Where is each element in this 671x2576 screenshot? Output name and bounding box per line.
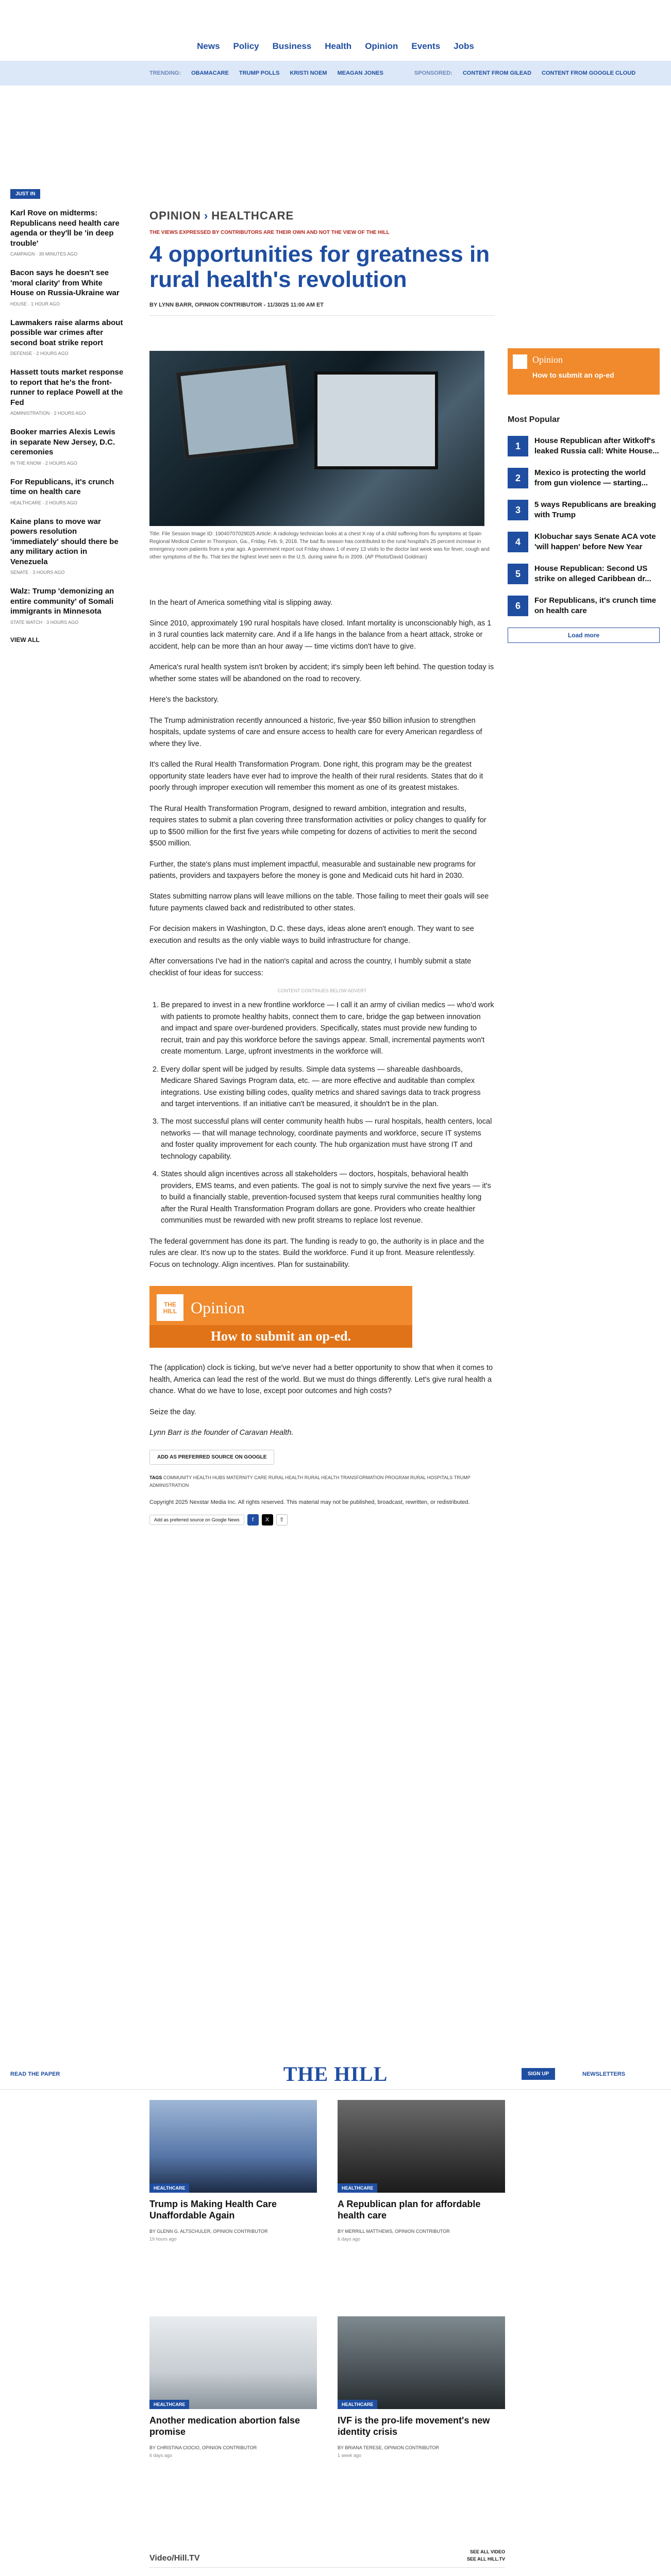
rank-badge: 5	[508, 564, 528, 584]
tags-label: TAGS	[149, 1475, 162, 1481]
sponsored-item[interactable]: CONTENT FROM GOOGLE CLOUD	[542, 70, 636, 76]
popular-title[interactable]: Mexico is protecting the world from gun violence — starting...	[534, 468, 648, 487]
list-item: 1. Be prepared to invest in a new frontline workforce — I call it an army of civilian medics — who'd work with patients to promote healthy habits, connect them to care, bridge the gap between innovation and impact and spare over-burdened providers. Specifically, states must provide new funding to recruit, train and pay this workforce before the savings appear. Small, incremental payments won't create momentum. Large, upfront investments in the workforce will.	[161, 999, 495, 1057]
rank-badge: 3	[508, 500, 528, 520]
just-in-sidebar	[10, 189, 124, 643]
popular-item[interactable]	[508, 564, 660, 584]
op-ed-promo[interactable]	[508, 348, 660, 395]
sidebar-story[interactable]	[10, 427, 124, 466]
sidebar-story[interactable]	[10, 367, 124, 416]
xray-screen-graphic	[314, 371, 438, 469]
promo-cta[interactable]: How to submit an op-ed	[532, 371, 614, 379]
x-icon[interactable]: X	[262, 1514, 273, 1526]
sidebar-story-meta: SENATE · 3 HOURS AGO	[10, 570, 65, 575]
popular-item[interactable]	[508, 532, 660, 552]
card-date: 1 week ago	[338, 2452, 362, 2458]
chevron-right-icon: ›	[204, 209, 209, 222]
nav-opinion[interactable]: Opinion	[365, 41, 398, 51]
sidebar-story-title[interactable]: Booker marries Alexis Lewis in separate New Jersey, D.C. ceremonies	[10, 428, 115, 456]
sidebar-story-title[interactable]: Walz: Trump 'demonizing an entire community' of Somali immigrants in Minnesota	[10, 587, 114, 616]
popular-title[interactable]: For Republicans, it's crunch time on health care	[534, 596, 657, 615]
nav-jobs[interactable]: Jobs	[454, 41, 474, 51]
sidebar-story-meta: HEALTHCARE · 2 HOURS AGO	[10, 500, 77, 505]
card-image	[149, 2100, 317, 2193]
facebook-icon[interactable]: f	[247, 1514, 259, 1526]
video-heading: Video/Hill.TV	[149, 2553, 200, 2563]
tags	[149, 1474, 495, 1489]
sidebar-story-title[interactable]: For Republicans, it's crunch time on health care	[10, 477, 114, 496]
checklist	[161, 999, 495, 1226]
sponsored-label: SPONSORED:	[414, 70, 452, 76]
popular-item[interactable]	[508, 468, 660, 488]
author-bio: Lynn Barr is the founder of Caravan Health.	[149, 1428, 294, 1437]
article-body	[149, 597, 495, 1439]
sponsored-item[interactable]: CONTENT FROM GILEAD	[462, 70, 532, 76]
list-item: 2. Every dollar spent will be judged by results. Simple data systems — shareable dashboards, Medicare Shared Savings Program data, etc. — are more effective and auditable than complex integrations. Use existing billing codes, quality metrics and shared savings data to track progress and target interventions. If an initiative can't be measured, it shouldn't be in the plan.	[161, 1064, 495, 1110]
related-card[interactable]	[338, 2316, 505, 2458]
nav-health[interactable]: Health	[325, 41, 352, 51]
see-all-hilltv[interactable]: SEE ALL HILL.TV	[466, 2556, 505, 2562]
sidebar-story[interactable]	[10, 477, 124, 505]
share-icon[interactable]: ⇪	[276, 1514, 288, 1526]
sidebar-story[interactable]	[10, 208, 124, 257]
share-bar	[149, 1514, 495, 1526]
popular-item[interactable]	[508, 596, 660, 616]
paragraph: In the heart of America something vital is slipping away.	[149, 598, 333, 607]
the-hill-logo: THE HILL	[157, 1294, 183, 1321]
card-byline: BY BRIANA TERESE, OPINION CONTRIBUTOR	[338, 2445, 440, 2451]
nav-events[interactable]: Events	[411, 41, 441, 51]
paragraph: The Rural Health Transformation Program, designed to reward ambition, integration and results, requires states to submit a plan covering three transformation activities or policy changes to qualify for up to $500 million for the first five years while competing for dozens of activities to merit the second $500 million.	[149, 804, 487, 848]
sign-up-button[interactable]: SIGN UP	[522, 2068, 555, 2080]
related-card[interactable]	[149, 2100, 317, 2242]
card-tag: HEALTHCARE	[149, 2400, 189, 2409]
card-byline: BY MERRILL MATTHEWS, OPINION CONTRIBUTOR	[338, 2229, 450, 2234]
sidebar-story[interactable]	[10, 586, 124, 625]
load-more-button[interactable]: Load more	[508, 628, 660, 643]
sidebar-story-meta: ADMINISTRATION · 2 HOURS AGO	[10, 411, 86, 416]
top-nav	[0, 0, 671, 61]
paragraph: After conversations I've had in the nation's capital and across the country, I humbly submit a state checklist of four ideas for success:	[149, 957, 472, 977]
article	[149, 209, 495, 1526]
footer-brand-bar	[0, 2059, 671, 2090]
sidebar-story-meta: HOUSE · 1 HOUR AGO	[10, 301, 60, 307]
promo-opinion-label: Opinion	[532, 354, 563, 365]
sidebar-story[interactable]	[10, 268, 124, 307]
paragraph: For decision makers in Washington, D.C. these days, ideas alone aren't enough. They want to see execution and results as the only viable ways to build infrastructure for change.	[149, 925, 474, 945]
banner-cta[interactable]: How to submit an op-ed.	[149, 1325, 412, 1348]
sidebar-story-meta: STATE WATCH · 3 HOURS AGO	[10, 619, 79, 625]
sidebar-story-title[interactable]: Hassett touts market response to report that he's the front-runner to replace Powell at the Fed	[10, 368, 124, 407]
sidebar-story[interactable]	[10, 517, 124, 575]
card-title[interactable]: Trump is Making Health Care Unaffordable Again	[149, 2199, 277, 2221]
list-item: 4. States should align incentives across all stakeholders — doctors, hospitals, behavioral health providers, EMS teams, and even patients. The goal is not to simply survive the next five years — it's to build a financially stable, prevention-focused system that keeps rural communities healthy long after the Rural Health Transformation Program dollars are gone. Providers who create healthier communities must be rewarded with new profit streams to replace lost revenue.	[161, 1168, 495, 1226]
hero-image	[149, 351, 484, 526]
card-title[interactable]: IVF is the pro-life movement's new identity crisis	[338, 2415, 490, 2437]
video-header	[149, 2548, 505, 2568]
trending-item[interactable]: KRISTI NOEM	[290, 70, 327, 76]
paragraph: Here's the backstory.	[149, 696, 219, 704]
view-all-link[interactable]: VIEW ALL	[10, 636, 40, 643]
banner-opinion-label: Opinion	[191, 1298, 245, 1317]
card-date: 6 days ago	[149, 2452, 173, 2458]
nav-news[interactable]: News	[197, 41, 220, 51]
trending-label: TRENDING:	[149, 70, 181, 76]
card-image	[338, 2100, 505, 2193]
sidebar-story-meta: DEFENSE · 2 HOURS AGO	[10, 351, 69, 356]
sidebar-story[interactable]	[10, 318, 124, 357]
just-in-badge: JUST IN	[10, 189, 40, 199]
the-hill-logo	[513, 354, 527, 369]
rank-badge: 1	[508, 436, 528, 456]
nav-business[interactable]: Business	[272, 41, 312, 51]
trending-item[interactable]: MEAGAN JONES	[337, 70, 383, 76]
card-title[interactable]: Another medication abortion false promise	[149, 2415, 300, 2437]
card-tag: HEALTHCARE	[338, 2183, 377, 2193]
popular-item[interactable]	[508, 436, 660, 456]
breadcrumb-opinion[interactable]: OPINION	[149, 209, 201, 222]
paragraph: America's rural health system isn't broken by accident; it's simply been left behind. The question today is whether some states will be abandoned on the road to recovery.	[149, 663, 494, 683]
sidebar-story-title[interactable]: Karl Rove on midterms: Republicans need health care agenda or they'll be 'in deep trouble'	[10, 209, 120, 248]
the-hill-logo[interactable]: THE HILL	[283, 2062, 388, 2086]
trending-bar	[0, 61, 671, 86]
op-ed-banner[interactable]	[149, 1286, 412, 1348]
paragraph: It's called the Rural Health Transformation Program. Done right, this program may be the greatest opportunity state leaders have ever had to improve the health of their rural residents. States that do it poorly through improper execution will remember this moment as one of its greatest mistakes.	[149, 760, 483, 792]
rank-badge: 4	[508, 532, 528, 552]
paragraph: Further, the state's plans must implement impactful, measurable and sustainable new programs for patients, providers and taxpayers before the money is gone and Medicaid cuts hit hard in 2030.	[149, 860, 476, 880]
sidebar-story-title[interactable]: Lawmakers raise alarms about possible war crimes after second boat strike report	[10, 318, 123, 347]
card-date: 6 days ago	[338, 2236, 361, 2242]
nav-policy[interactable]: Policy	[233, 41, 259, 51]
sidebar-story-title[interactable]: Bacon says he doesn't see 'moral clarity' from White House on Russia-Ukraine war	[10, 268, 120, 297]
trending-item[interactable]: TRUMP POLLS	[239, 70, 280, 76]
popular-title[interactable]: House Republican after Witkoff's leaked Russia call: White House...	[534, 436, 659, 455]
related-card[interactable]	[338, 2100, 505, 2242]
card-byline: BY CHRISTINA CIOCIO, OPINION CONTRIBUTOR	[149, 2445, 257, 2451]
divider	[149, 315, 495, 316]
card-date: 19 hours ago	[149, 2236, 177, 2242]
page-title: 4 opportunities for greatness in rural health's revolution	[149, 242, 490, 293]
paragraph: Seize the day.	[149, 1408, 196, 1416]
tag-list[interactable]: COMMUNITY HEALTH HUBS MATERNITY CARE RURAL HEALTH RURAL HEALTH TRANSFORMATION PROGRAM RURAL HOSPITALS TRUMP ADMINISTRATION	[149, 1475, 471, 1488]
preferred-source-button[interactable]: ADD AS PREFERRED SOURCE ON GOOGLE	[149, 1450, 274, 1465]
paragraph: The (application) clock is ticking, but we've never had a better opportunity to show that when it comes to health, America can lead the rest of the world. But we must do things differently. Let's give rural health a chance. What do we have to lose, except poor outcomes and high costs?	[149, 1364, 493, 1396]
breadcrumb-healthcare[interactable]: HEALTHCARE	[211, 209, 294, 222]
paragraph: The Trump administration recently announced a historic, five-year $50 billion infusion to strengthen hospitals, update systems of care and ensure access to health care for every American regardless of where they live.	[149, 716, 482, 748]
card-tag: HEALTHCARE	[149, 2183, 189, 2193]
card-title[interactable]: A Republican plan for affordable health care	[338, 2199, 481, 2221]
image-caption: Title: File Session Image ID: 19040707029025 Article: A radiology technician looks at a chest X-ray of a child suffering from flu symptoms at Spain Regional Medical Center in Thompson, Ga., Friday, Feb. 9, 2018. The bad flu season has contributed to the rural hospital's 25 percent increase in emergency room patients from a year ago. A government report out Friday shows 1 of every 13 visits to the doctor last week was for fever, cough and other symptoms of the flu. That ties the highest level seen in the U.S. during swine flu in 2009. (AP Photo/David Goldman)	[149, 531, 490, 560]
card-tag: HEALTHCARE	[338, 2400, 377, 2409]
sidebar-story-title[interactable]: Kaine plans to move war powers resolution 'immediately' should there be any military action in Venezuela	[10, 517, 119, 566]
see-all-video[interactable]: SEE ALL VIDEO	[469, 2549, 505, 2554]
ad-label: CONTENT CONTINUES BELOW ADVERT	[277, 988, 367, 994]
list-item: 3. The most successful plans will center community health hubs — rural hospitals, health centers, local networks — that will manage technology, coordinate payments and workforce, secure IT systems and foster quality improvement for each county. The hub organization must have strong IT and technology capability.	[161, 1116, 495, 1162]
most-popular-heading: Most Popular	[508, 415, 560, 424]
google-news-button[interactable]: Add as preferred source on Google News	[149, 1515, 244, 1525]
see-all-video-links[interactable]	[467, 2548, 505, 2563]
paragraph: Since 2010, approximately 190 rural hospitals have closed. Infant mortality is unconscionably high, as 1 in 3 rural counties lack maternity care. And if a life hangs in the balance from a heart attack, stroke or accident, help can be more than an hour away — time victims don't have to give.	[149, 619, 492, 651]
card-image	[149, 2316, 317, 2409]
xray-monitor-graphic	[176, 360, 298, 459]
video-section	[149, 2548, 505, 2576]
read-the-paper-link[interactable]: READ THE PAPER	[10, 2071, 60, 2077]
paragraph: The federal government has done its part. The funding is ready to go, the authority is in place and the rules are clear. It's now up to the states. Build the workforce. Fund it up front. Measure relentlessly. Focus on technology. Align incentives. Plan for sustainability.	[149, 1237, 484, 1269]
card-image	[338, 2316, 505, 2409]
sidebar-story-meta: IN THE KNOW · 2 HOURS AGO	[10, 460, 77, 466]
byline: BY LYNN BARR, OPINION CONTRIBUTOR - 11/30/25 11:00 AM ET	[149, 301, 324, 308]
right-rail	[508, 348, 660, 643]
newsletters-link[interactable]: NEWSLETTERS	[582, 2071, 626, 2077]
contributor-disclaimer: THE VIEWS EXPRESSED BY CONTRIBUTORS ARE THEIR OWN AND NOT THE VIEW OF THE HILL	[149, 230, 390, 235]
card-byline: BY GLENN G. ALTSCHULER, OPINION CONTRIBUTOR	[149, 2229, 268, 2234]
trending-item[interactable]: OBAMACARE	[191, 70, 229, 76]
rank-badge: 6	[508, 596, 528, 616]
popular-item[interactable]	[508, 500, 660, 520]
rank-badge: 2	[508, 468, 528, 488]
sidebar-story-meta: CAMPAIGN · 39 MINUTES AGO	[10, 251, 78, 257]
copyright: Copyright 2025 Nexstar Media Inc. All rights reserved. This material may not be published, broadcast, rewritten, or redistributed.	[149, 1499, 470, 1506]
paragraph: States submitting narrow plans will leave millions on the table. Those failing to meet their goals will see future payments clawed back and redistributed to other states.	[149, 892, 489, 912]
popular-title[interactable]: Klobuchar says Senate ACA vote 'will happen' before New Year	[534, 532, 656, 551]
breadcrumb	[149, 209, 495, 223]
popular-title[interactable]: 5 ways Republicans are breaking with Trump	[534, 500, 656, 519]
related-card[interactable]	[149, 2316, 317, 2458]
popular-title[interactable]: House Republican: Second US strike on alleged Caribbean dr...	[534, 564, 651, 583]
